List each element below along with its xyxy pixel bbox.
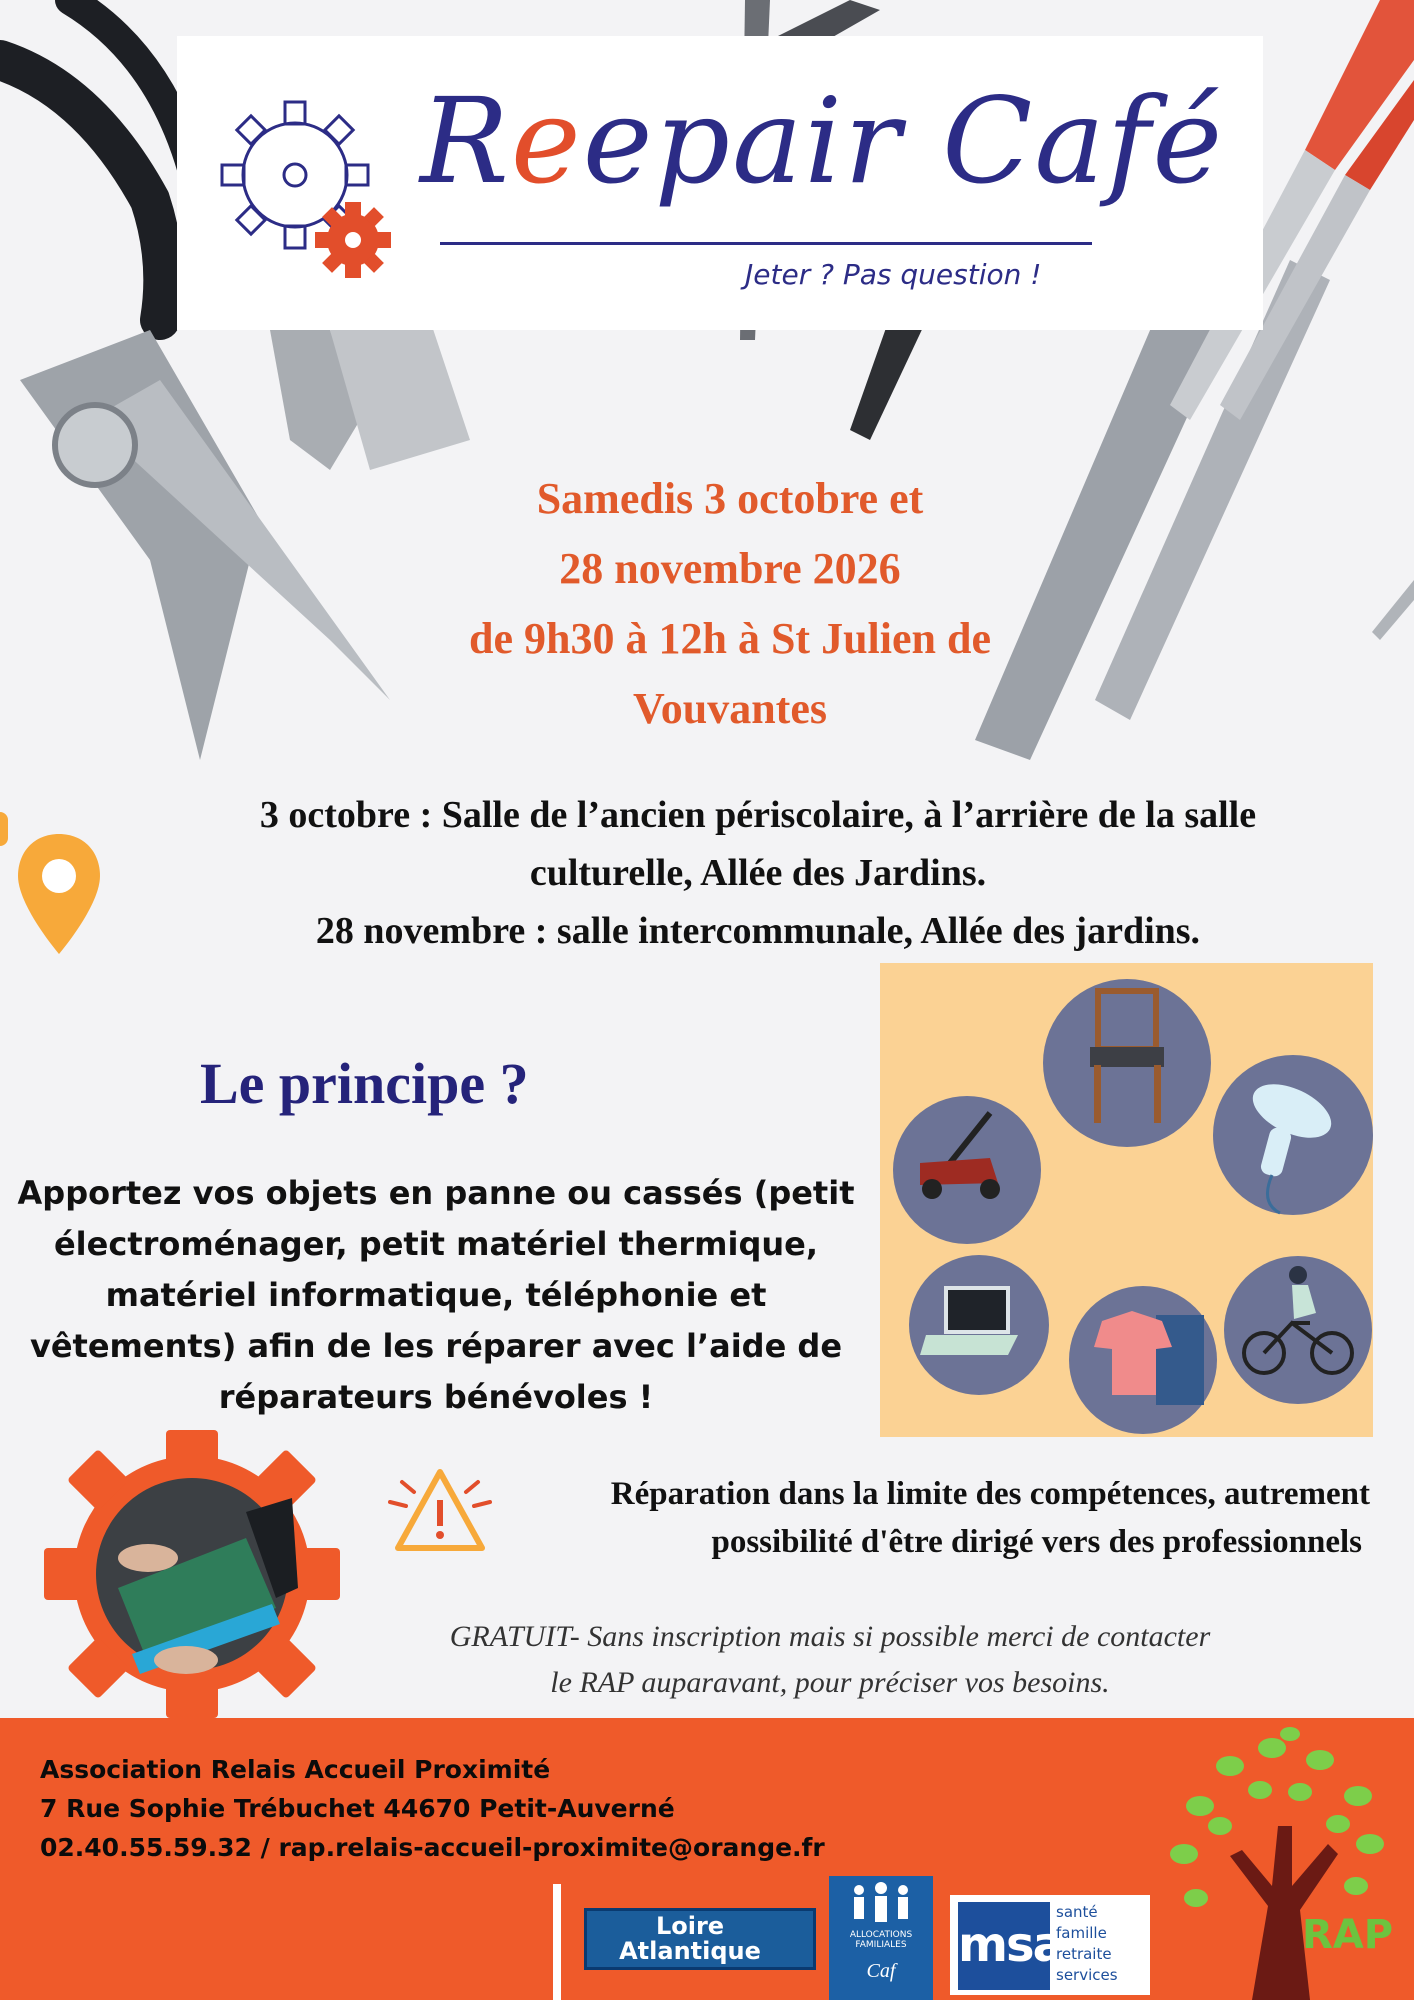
venue-info — [150, 786, 1366, 960]
venue-line: 28 novembre : salle intercommunale, Allée des jardins. — [315, 910, 1201, 952]
event-date-line: Vouvantes — [633, 684, 827, 733]
loire-atlantique-line: Loire — [655, 1912, 725, 1940]
logo-title: Reepair Café — [420, 72, 1225, 210]
event-date-line: de 9h30 à 12h à St Julien de — [469, 614, 991, 663]
warning-icon — [384, 1458, 496, 1562]
association-contact[interactable]: 02.40.55.59.32 / rap.relais-accueil-proximite@orange.fr — [40, 1833, 825, 1862]
event-date-line: Samedis 3 octobre et — [536, 474, 924, 523]
repair-photo-gear — [36, 1428, 348, 1718]
msa-mark: msa — [958, 1902, 1050, 1990]
gear-icon — [205, 90, 395, 290]
map-pin-icon — [14, 830, 104, 960]
venue-line: 3 octobre : Salle de l’ancien périscolaire, à l’arrière de la salle — [259, 794, 1257, 836]
principe-body — [10, 1168, 862, 1423]
msa-service: santé — [1056, 1903, 1098, 1921]
warning-line: possibilité d'être dirigé vers des professionnels — [711, 1524, 1362, 1560]
warning-line: Réparation dans la limite des compétences, autrement — [610, 1476, 1370, 1512]
gratuit-line: GRATUIT- Sans inscription mais si possible merci de contacter — [449, 1620, 1211, 1653]
logo-title-accent-e: e — [510, 72, 583, 210]
association-name: Association Relais Accueil Proximité — [40, 1755, 551, 1784]
principe-heading: Le principe ? — [200, 1051, 529, 1116]
warning-text — [500, 1470, 1370, 1566]
loire-atlantique-text — [600, 1914, 780, 1964]
footer-divider — [553, 1884, 561, 2000]
msa-service: famille — [1056, 1924, 1107, 1942]
tree-icon — [1160, 1726, 1400, 2000]
event-date-line: 28 novembre 2026 — [559, 544, 901, 593]
event-dates — [360, 464, 1100, 744]
association-street: 7 Rue Sophie Trébuchet 44670 Petit-Auverné — [40, 1794, 675, 1823]
venue-line: culturelle, Allée des Jardins. — [529, 852, 987, 894]
caf-name: Caf — [866, 1960, 896, 1982]
pin-fragment — [0, 812, 8, 846]
caf-small-text: ALLOCATIONS FAMILIALES — [849, 1930, 913, 1950]
association-address — [40, 1750, 825, 1867]
loire-atlantique-line: Atlantique — [619, 1937, 761, 1965]
caf-family-icon — [845, 1880, 917, 1928]
principe-line: réparateurs bénévoles ! — [218, 1378, 654, 1416]
msa-service: services — [1056, 1966, 1118, 1984]
principe-line: matériel informatique, téléphonie et — [105, 1276, 767, 1314]
objects-illustration — [880, 963, 1373, 1437]
logo-tagline: Jeter ? Pas question ! — [745, 258, 1042, 291]
msa-service: retraite — [1056, 1945, 1112, 1963]
principe-line: vêtements) afin de les réparer avec l’aide de — [29, 1327, 843, 1365]
rap-label: RAP — [1302, 1912, 1394, 1958]
principe-line: électroménager, petit matériel thermique, — [53, 1225, 819, 1263]
principe-line: Apportez vos objets en panne ou cassés (petit — [17, 1174, 855, 1212]
gratuit-line: le RAP auparavant, pour préciser vos besoins. — [550, 1666, 1110, 1699]
gratuit-note — [380, 1614, 1280, 1706]
logo-rule — [440, 242, 1092, 245]
msa-services — [1056, 1902, 1118, 1986]
